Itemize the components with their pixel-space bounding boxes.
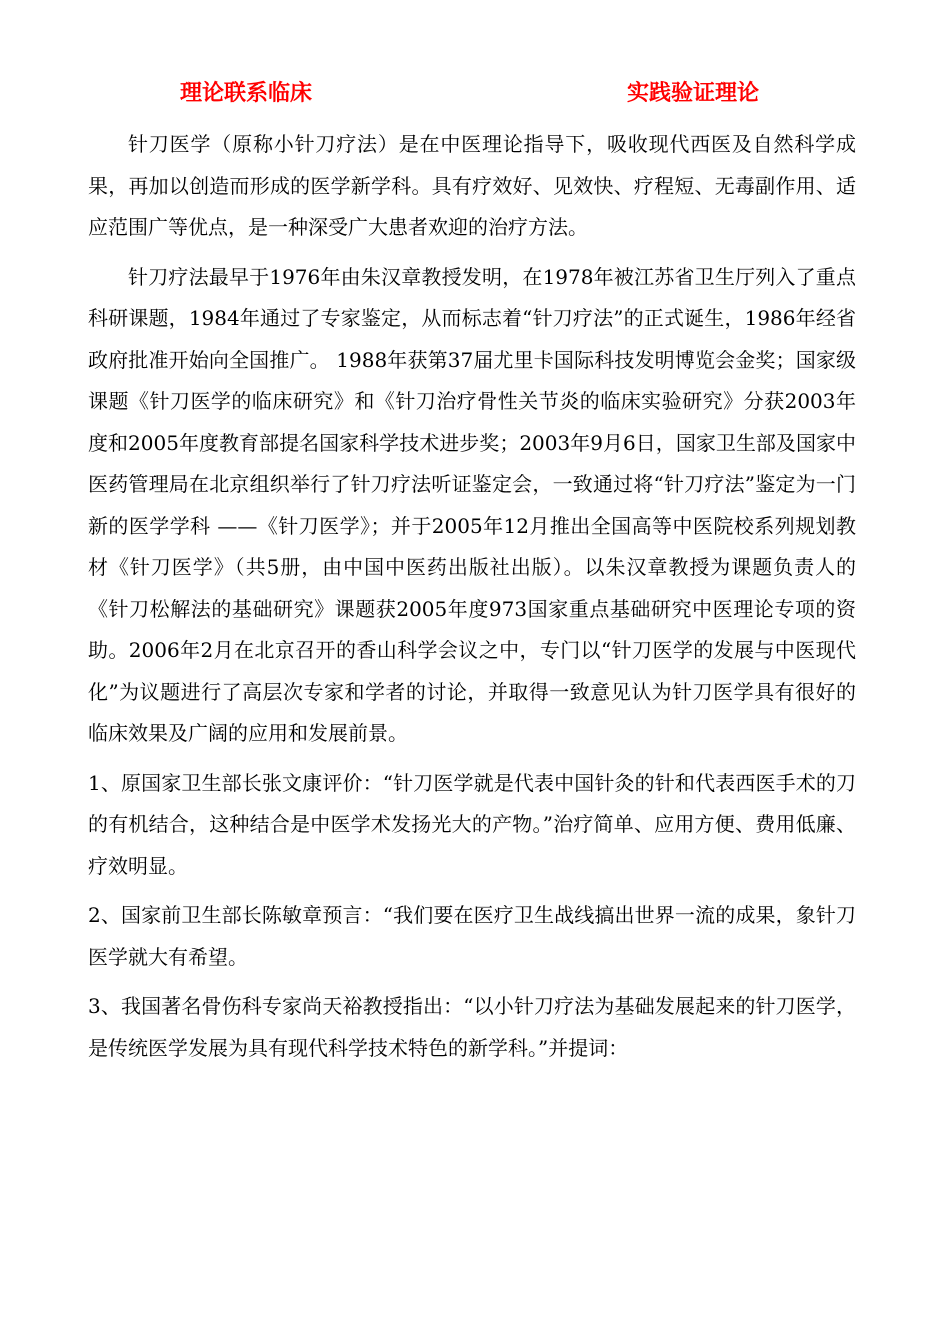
intro-paragraph: 针刀医学（原称小针刀疗法）是在中医理论指导下，吸收现代西医及自然科学成果，再加以创造而形成的医学新学科。具有疗效好、见效快、疗程短、无毒副作用、适应范围广等优点，是一种深受广大患者欢迎的治疗方法。 — [88, 132, 856, 239]
right-title: 实践验证理论 — [627, 81, 760, 106]
quote-paragraph-2: 2、国家前卫生部长陈敏章预言：“我们要在医疗卫生战线搞出世界一流的成果，象针刀医学就大有希望。 — [88, 903, 856, 969]
quote-paragraph-3: 3、我国著名骨伤科专家尚天裕教授指出：“以小针刀疗法为基础发展起来的针刀医学，是传统医学发展为具有现代科学技术特色的新学科。”并提词： — [88, 994, 856, 1060]
document-body — [88, 124, 856, 1069]
title-row — [0, 76, 950, 116]
history-paragraph: 针刀疗法最早于1976年由朱汉章教授发明，在1978年被江苏省卫生厅列入了重点科研课题，1984年通过了专家鉴定，从而标志着“针刀疗法”的正式诞生，1986年经省政府批准开始向全国推广。 1988年获第37届尤里卡国际科技发明博览会金奖；国家级课题《针刀医学的临床研究》和《针刀治疗骨性关节炎的临床实验研究》分获2003年度和2005年度教育部提名国家科学技术进步奖；2003年9月6日，国家卫生部及国家中医药管理局在北京组织举行了针刀疗法听证鉴定会，一致通过将“针刀疗法”鉴定为一门新的医学学科 ——《针刀医学》；并于2005年12月推出全国高等中医院校系列规划教材《针刀医学》（共5册，由中国中医药出版社出版）。以朱汉章教授为课题负责人的《针刀松解法的基础研究》课题获2005年度973国家重点基础研究中医理论专项的资助。2006年2月在北京召开的香山科学会议之中，专门以“针刀医学的发展与中医现代化”为议题进行了高层次专家和学者的讨论，并取得一致意见认为针刀医学具有很好的临床效果及广阔的应用和发展前景。 — [88, 264, 856, 745]
quote-paragraph-1: 1、原国家卫生部长张文康评价：“针刀医学就是代表中国针灸的针和代表西医手术的刀的有机结合，这种结合是中医学术发扬光大的产物。”治疗简单、应用方便、费用低廉、疗效明显。 — [88, 770, 856, 878]
left-title: 理论联系临床 — [180, 81, 313, 106]
